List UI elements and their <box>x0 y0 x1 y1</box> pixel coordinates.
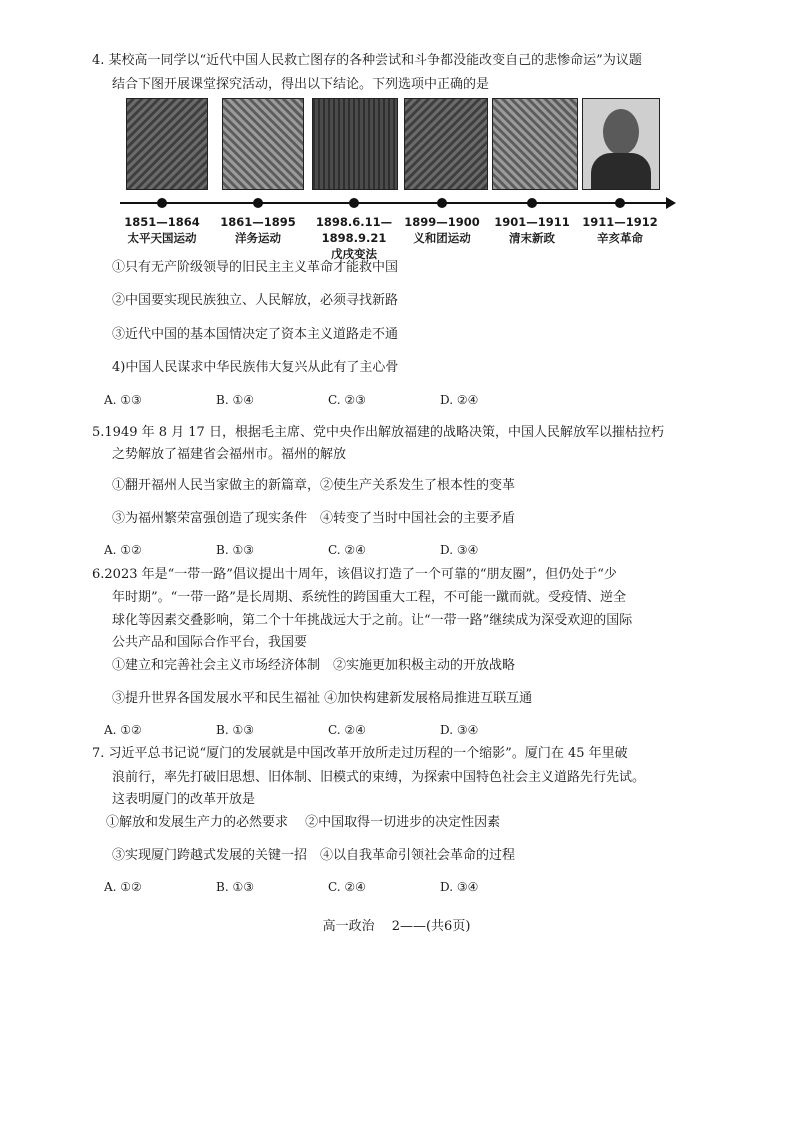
q4-stem-line-2: 结合下图开展课堂探究活动，得出以下结论。下列选项中正确的是 <box>112 77 490 92</box>
timeline-dot <box>437 198 447 208</box>
q7-options-line-1: ①解放和发展生产力的必然要求 ②中国取得一切进步的决定性因素 <box>106 815 501 830</box>
timeline-label: 1899—1900 义和团运动 <box>404 215 480 245</box>
taiping-photo <box>126 98 208 190</box>
q5-stem-line-2: 之势解放了福建省会福州市。福州的解放 <box>112 447 347 462</box>
choice-b[interactable]: B. ①③ <box>216 880 254 894</box>
choice-d[interactable]: D. ③④ <box>440 723 479 737</box>
timeline-arrow <box>666 197 676 209</box>
choice-a[interactable]: A. ①② <box>104 543 142 557</box>
page-footer: 高一政治 2——(共6页) <box>322 919 471 934</box>
q5-options-line-1: ①翻开福州人民当家做主的新篇章，②使生产关系发生了根本性的变革 <box>112 478 516 493</box>
q6-stem-line-1: 6.2023 年是“一带一路”倡议提出十周年，该倡议打造了一个可靠的“朋友圈”，但仍处于“少 <box>92 567 617 582</box>
q4-stem-line-1: 4. 某校高一同学以“近代中国人民救亡图存的各种尝试和斗争都没能改变自己的悲惨命运”为议题 <box>92 53 642 68</box>
timeline-label: 1911—1912 辛亥革命 <box>582 215 658 245</box>
choice-a[interactable]: A. ①② <box>104 880 142 894</box>
q6-stem-line-4: 公共产品和国际合作平台，我国要 <box>112 635 308 650</box>
portrait-photo <box>582 98 660 190</box>
q6-stem-line-3: 球化等因素交叠影响，第二个十年挑战远大于之前。让“一带一路”继续成为深受欢迎的国际 <box>112 613 633 628</box>
q4-option-2: ②中国要实现民族独立、人民解放，必须寻找新路 <box>112 293 399 308</box>
q6-options-line-2: ③提升世界各国发展水平和民生福祉 ④加快构建新发展格局推进互联互通 <box>112 691 533 706</box>
q7-stem-line-3: 这表明厦门的改革开放是 <box>112 792 256 807</box>
timeline-label: 1898.6.11—1898.9.21 戊戌变法 <box>315 215 393 261</box>
q7-stem-line-2: 浪前行，率先打破旧思想、旧体制、旧模式的束缚，为探索中国特色社会主义道路先行先试。 <box>112 770 646 785</box>
timeline-label: 1861—1895 洋务运动 <box>220 215 296 245</box>
q7-stem-line-1: 7. 习近平总书记说“厦门的发展就是中国改革开放所走过历程的一个缩影”。厦门在 45 年里破 <box>92 746 628 761</box>
q5-stem-line-1: 5.1949 年 8 月 17 日，根据毛主席、党中央作出解放福建的战略决策，中国人民解放军以摧枯拉朽 <box>92 425 664 440</box>
q4-option-3: ③近代中国的基本国情决定了资本主义道路走不通 <box>112 327 399 342</box>
timeline-dot <box>615 198 625 208</box>
timeline-label: 1851—1864 太平天国运动 <box>124 215 200 245</box>
q5-options-line-2: ③为福州繁荣富强创造了现实条件 ④转变了当时中国社会的主要矛盾 <box>112 511 516 526</box>
choice-d[interactable]: D. ②④ <box>440 393 479 407</box>
choice-b[interactable]: B. ①④ <box>216 393 254 407</box>
history-timeline <box>112 98 692 261</box>
q5-choices <box>104 543 624 557</box>
timeline-dot <box>253 198 263 208</box>
q4-option-4: 4)中国人民谋求中华民族伟大复兴从此有了主心骨 <box>112 360 399 375</box>
q7-options-line-2: ③实现厦门跨越式发展的关键一招 ④以自我革命引领社会革命的过程 <box>112 848 516 863</box>
timeline-dot <box>349 198 359 208</box>
timeline-axis <box>120 202 668 204</box>
boxer-photo <box>404 98 488 190</box>
q4-option-1: ①只有无产阶级领导的旧民主主义革命才能救中国 <box>112 260 399 275</box>
reform-photo <box>312 98 398 190</box>
choice-c[interactable]: C. ②④ <box>328 543 366 557</box>
choice-d[interactable]: D. ③④ <box>440 880 479 894</box>
q7-choices <box>104 880 624 894</box>
choice-a[interactable]: A. ①② <box>104 723 142 737</box>
choice-b[interactable]: B. ①③ <box>216 723 254 737</box>
q6-options-line-1: ①建立和完善社会主义市场经济体制 ②实施更加积极主动的开放战略 <box>112 658 516 673</box>
choice-d[interactable]: D. ③④ <box>440 543 479 557</box>
q4-choices <box>104 393 624 407</box>
timeline-label: 1901—1911 清末新政 <box>494 215 570 245</box>
choice-c[interactable]: C. ②④ <box>328 723 366 737</box>
q6-stem-line-2: 年时期”。“一带一路”是长周期、系统性的跨国重大工程，不可能一蹴而就。受疫情、逆全 <box>112 590 626 605</box>
choice-c[interactable]: C. ②③ <box>328 393 366 407</box>
timeline-dot <box>157 198 167 208</box>
timeline-dot <box>527 198 537 208</box>
choice-a[interactable]: A. ①③ <box>104 393 142 407</box>
new-policies-photo <box>492 98 578 190</box>
choice-c[interactable]: C. ②④ <box>328 880 366 894</box>
choice-b[interactable]: B. ①③ <box>216 543 254 557</box>
q6-choices <box>104 723 624 737</box>
westernization-photo <box>222 98 304 190</box>
